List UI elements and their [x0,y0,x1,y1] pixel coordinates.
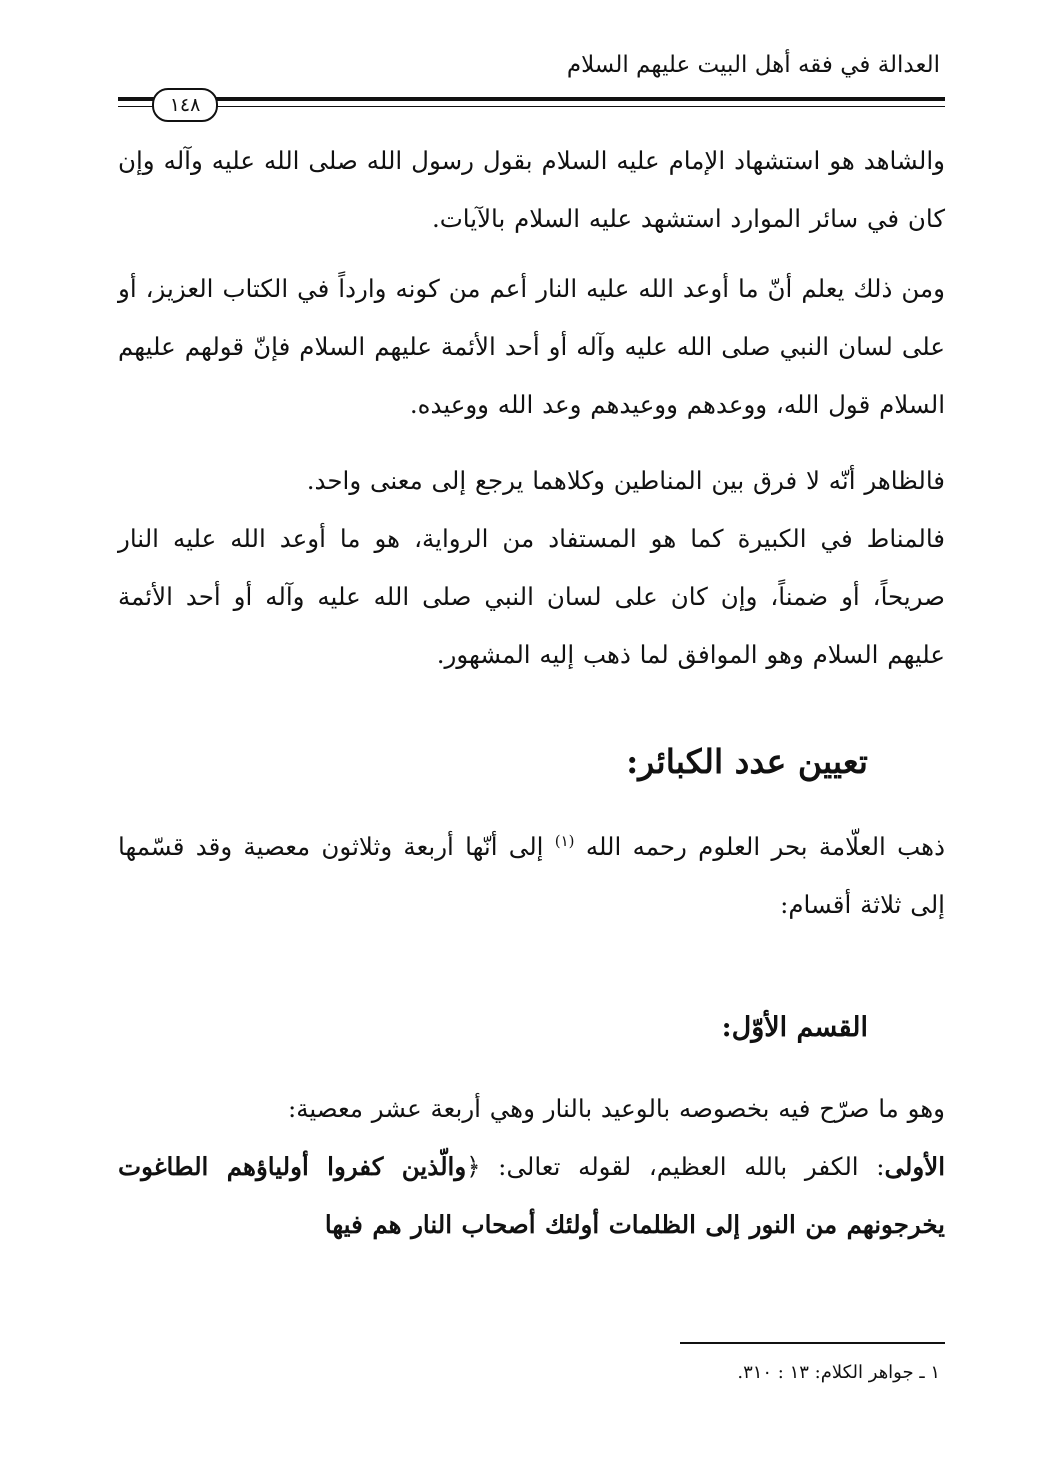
header-rule-thick [118,97,945,101]
section-heading: تعيين عدد الكبائر: [626,742,868,781]
paragraph-5-start: ذهب العلّامة بحر العلوم رحمه الله [585,832,945,861]
header-rule-thin [118,106,945,107]
paragraph-4: فالمناط في الكبيرة كما هو المستفاد من الرواية، هو ما أوعد الله عليه النار صريحاً، أو ضمناً، وإن كان على لسان النبي صلى الله عليه وآله أو أحد الأئمة عليهم السلام وهو الموافق لما ذهب إليه المشهور. [118,524,945,669]
subsection-heading: القسم الأوّل: [721,1012,868,1043]
footnote-reference: (١) [554,831,575,850]
item-intro: : الكفر بالله العظيم، لقوله تعالى: ﴿ [466,1152,885,1181]
paragraph-2: ومن ذلك يعلم أنّ ما أوعد الله عليه النار أعم من كونه وارداً في الكتاب العزيز، أو على لسان النبي صلى الله عليه وآله أو أحد الأئمة عليهم السلام فإنّ قولهم عليهم السلام قول الله، ووعدهم ووعيدهم وعد الله ووعيده. [118,274,945,419]
paragraph-1: والشاهد هو استشهاد الإمام عليه السلام بقول رسول الله صلى الله عليه وآله وإن كان في سائر الموارد استشهد عليه السلام بالآيات. [118,146,945,233]
paragraph-6: وهو ما صرّح فيه بخصوصه بالوعيد بالنار وهي أربعة عشر معصية: [288,1094,945,1123]
paragraph-5-end: إلى أنّها أربعة وثلاثون معصية وقد قسّمها إلى ثلاثة أقسام: [118,832,945,919]
running-title: العدالة في فقه أهل البيت عليهم السلام [566,52,940,78]
footnote-rule [680,1342,945,1344]
paragraph-3: فالظاهر أنّه لا فرق بين المناطين وكلاهما يرجع إلى معنى واحد. [306,466,945,495]
paragraph-7 [118,1138,945,1254]
page-number: ١٤٨ [152,88,218,122]
quran-verse: والّذين كفروا أولياؤهم الطاغوت يخرجونهم من النور إلى الظلمات أولئك أصحاب النار هم فيها [118,1152,945,1239]
footnote: ١ ـ جواهر الكلام: ١٣ : ٣١٠. [737,1362,940,1383]
item-label: الأولى [884,1152,945,1181]
paragraph-5 [118,818,945,934]
